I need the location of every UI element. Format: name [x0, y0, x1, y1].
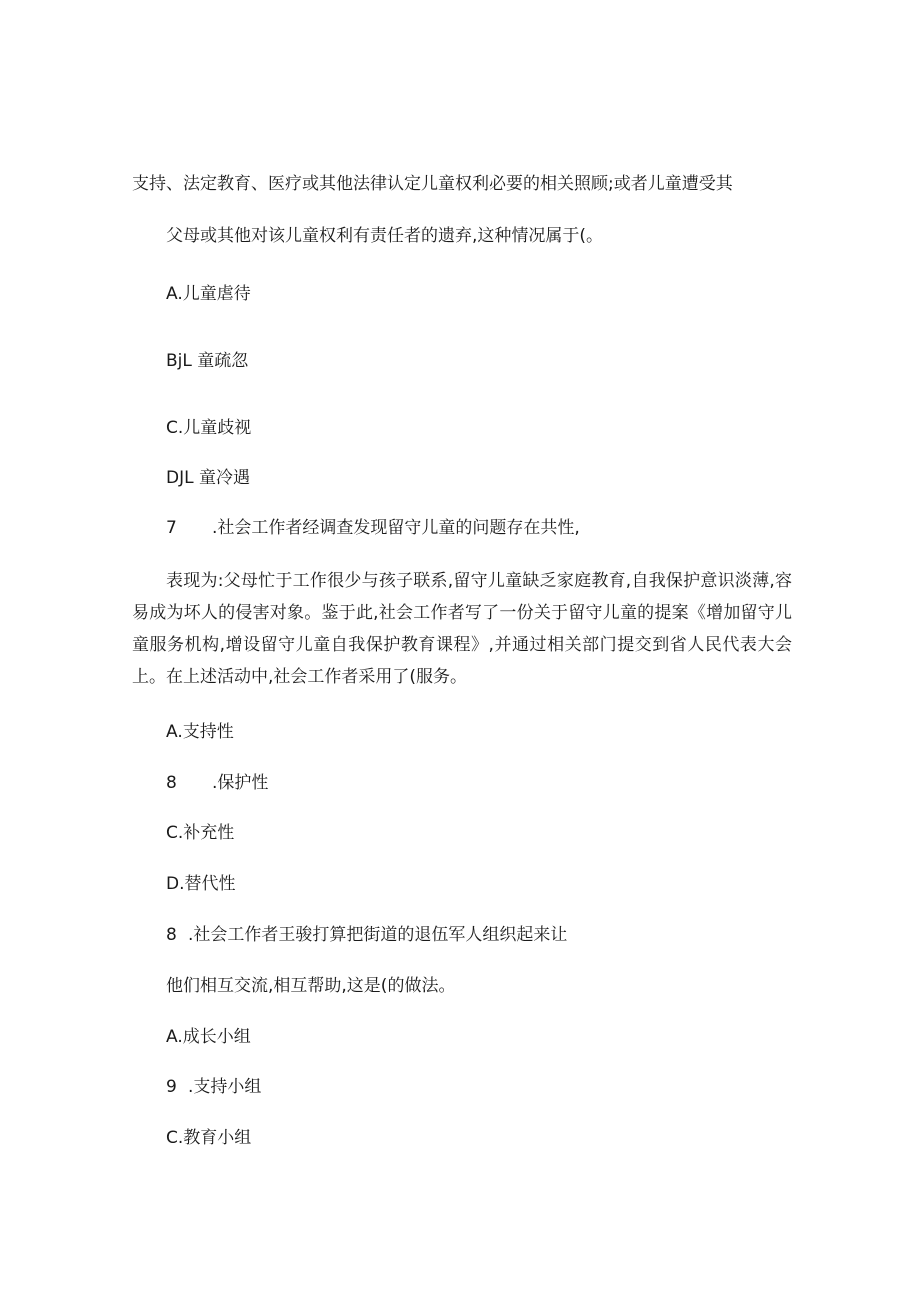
- question-8-stem: [166, 924, 567, 946]
- question-6-option-b: BjL 童疏忽: [166, 351, 249, 371]
- question-6-line-2: 父母或其他对该儿童权利有责任者的遗弃,这种情况属于(。: [166, 226, 604, 246]
- question-8-number: 8: [166, 925, 177, 945]
- question-8-line-2: 他们相互交流,相互帮助,这是(的做法。: [166, 976, 456, 996]
- question-6-line-1: 支持、法定教育、医疗或其他法律认定儿童权利必要的相关照顾;或者儿童遭受其: [132, 174, 733, 194]
- question-7-stem-text: .社会工作者经调查发现留守儿童的问题存在共性,: [212, 518, 580, 538]
- question-8-option-b: [166, 1076, 261, 1098]
- question-6-option-d: DJL 童冷遇: [166, 468, 250, 488]
- question-7-option-b-number: 8: [166, 773, 177, 793]
- question-8-stem-text: .社会工作者王骏打算把街道的退伍军人组织起来让: [188, 925, 568, 945]
- question-6-option-c: C.儿童歧视: [166, 418, 252, 438]
- question-8-option-b-text: .支持小组: [188, 1077, 262, 1097]
- question-8-option-a: A.成长小组: [166, 1027, 251, 1047]
- question-7-option-d: D.替代性: [166, 874, 236, 894]
- question-7-option-a: A.支持性: [166, 722, 234, 742]
- question-7-stem: [166, 517, 580, 539]
- question-8-option-b-number: 9: [166, 1077, 177, 1097]
- question-7-option-b: [166, 772, 268, 794]
- question-7-option-b-text: .保护性: [212, 773, 269, 793]
- question-7-option-c: C.补充性: [166, 823, 235, 843]
- question-7-number: 7: [166, 518, 177, 538]
- question-7-paragraph: 表现为:父母忙于工作很少与孩子联系,留守儿童缺乏家庭教育,自我保护意识淡薄,容易成为坏人的侵害对象。鉴于此,社会工作者写了一份关于留守儿童的提案《增加留守儿童服务机构,增设留守儿童自我保护教育课程》,并通过相关部门提交到省人民代表大会上。在上述活动中,社会工作者采用了(服务。: [132, 571, 792, 687]
- question-8-option-c: C.教育小组: [166, 1128, 252, 1148]
- question-6-option-a: A.儿童虐待: [166, 284, 251, 304]
